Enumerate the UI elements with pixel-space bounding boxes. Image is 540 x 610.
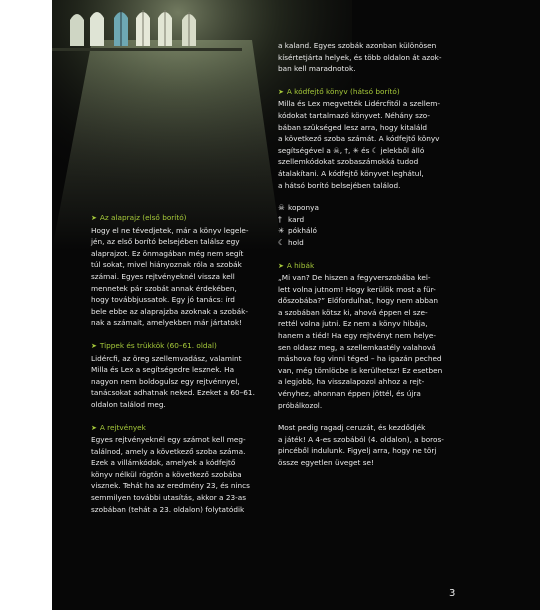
legend-item-cobweb: [278, 225, 478, 237]
text-line: rettél volna jutni. Ez nem a könyv hibája,: [278, 319, 428, 329]
page-number: 3: [449, 588, 456, 599]
text-line: van, még tömlöcbe is kerülhetsz! Ez esetben: [278, 365, 443, 375]
moon-icon: ☾: [278, 237, 285, 247]
text-line: mennetek pár szobát annak érdekében,: [91, 283, 237, 293]
text-line: „Mi van? De hiszen a fegyverszobába kel-: [278, 273, 431, 283]
text-line: Milla és Lex megvették Lidércfitől a szellem-: [278, 99, 441, 109]
text-line: a következő szoba számát. A kódfejtő könyv: [278, 134, 440, 144]
symbols-text-line: segítségével a ☠, †, ✳ és ☾ jelekből álló: [278, 145, 425, 155]
text-line: kísértetjárta helyek, és több oldalon át azok-: [278, 52, 442, 62]
text-line: Lidércfi, az öreg szellemvadász, valamint: [91, 353, 242, 363]
chevron-right-icon: ➤: [91, 423, 97, 432]
text-line: Milla és Lex a segítségedre lesznek. Ha: [91, 365, 235, 375]
chevron-right-icon: ➤: [278, 87, 284, 96]
text-line: túl sokat, mivel hiányoznak róla a szobák: [91, 260, 242, 270]
text-line: Ezek a villámkódok, amelyek a kódfejtő: [91, 458, 236, 468]
text-line: alaprajzot. Ez önmagában még nem segít: [91, 248, 244, 258]
text-line: nagyon nem boldogulsz egy rejtvénnyel,: [91, 376, 240, 386]
text-line: nak a számait, amelyekben már jártatok!: [91, 318, 243, 328]
text-line: bában szükséged lesz arra, hogy kitaláld: [278, 122, 428, 132]
text-line: Most pedig ragadj ceruzát, és kezdődjék: [278, 423, 426, 433]
text-line: Egyes rejtvényeknél egy számot kell meg-: [91, 435, 246, 445]
text-line: számai. Egyes rejtvényeknél vissza kell: [91, 271, 235, 281]
skull-icon: ☠: [333, 145, 340, 155]
text-line: jén, az első borító belsejében találsz egy: [91, 237, 240, 247]
text-line: sen oldasz meg, a szellemkastély valahová: [278, 342, 436, 352]
text-line: ban kell maradnotok.: [278, 64, 356, 74]
text-line: szellemkódokat szobaszámokká tudod: [278, 157, 419, 167]
right-column: [278, 40, 478, 469]
legend-item-sword: [278, 214, 478, 226]
text-line: visznek. Tehát ha az eredmény 23, és nincs: [91, 481, 250, 491]
text-line: találnod, amely a következő szoba száma.: [91, 446, 246, 456]
text-line: átalakítani. A kódfejtő könyvet leghátul,: [278, 168, 424, 178]
text-line: máshova fog vinni téged – ha igazán peched: [278, 354, 442, 364]
legend-label: kard: [288, 214, 305, 224]
text-line: a hátsó borító belsejében találod.: [278, 180, 401, 190]
text-line: tanácsokat adhatnak neked. Ezeket a 60–61.: [91, 388, 255, 398]
text-line: bele ebbe az alaprajzba azoknak a szobák-: [91, 306, 248, 316]
legend-label: koponya: [288, 203, 319, 213]
chevron-right-icon: ➤: [278, 261, 284, 270]
text-line: össze egyetlen üveget se!: [278, 458, 374, 467]
symbol-legend: [278, 202, 478, 248]
legend-item-moon: [278, 237, 478, 249]
legend-item-skull: [278, 202, 478, 214]
sword-icon: †: [278, 214, 282, 224]
section-heading-floorplan: ➤ Az alaprajz (első borító): [91, 212, 271, 225]
text-line: a legjobb, ha visszalapozol ahhoz a rejt-: [278, 377, 425, 387]
cobweb-icon: ✳: [278, 226, 285, 236]
text-line: a kaland. Egyes szobák azonban különösen: [278, 41, 437, 50]
section-heading-codebook: ➤ A kódfejtő könyv (hátsó borító): [278, 86, 478, 99]
chevron-right-icon: ➤: [91, 214, 97, 222]
text-line: könyv nélkül rögtön a következő szobába: [91, 469, 242, 479]
text-line: szobában (tehát a 23. oldalon) folytatódik: [91, 504, 245, 514]
legend-label: hold: [288, 237, 304, 247]
text-line: pincéből indulunk. Figyelj arra, hogy ne törj: [278, 446, 437, 456]
text-line: a játék! A 4-es szobából (4. oldalon), a boros-: [278, 434, 444, 444]
section-heading-tips: ➤ Tippek és trükkök (60–61. oldal): [91, 340, 271, 353]
cobweb-icon: ✳: [352, 145, 359, 155]
text-line: vényhez, ahonnan éppen jöttél, és újra: [278, 389, 421, 399]
legend-label: pókháló: [288, 226, 317, 236]
text-line: a szobában kötsz ki, ahová éppen el sze-: [278, 307, 428, 317]
text-line: próbálkozol.: [278, 400, 323, 410]
left-column: [91, 212, 271, 515]
text-line: semmilyen további utasítás, akkor a 23-as: [91, 493, 247, 503]
section-heading-mistakes: ➤ A hibák: [278, 260, 478, 273]
text-line: dőszobába?” Előfordulhat, hogy nem abban: [278, 296, 438, 306]
text-line: kódokat tartalmazó könyvet. Néhány szo-: [278, 110, 431, 120]
skull-icon: ☠: [278, 203, 285, 213]
text-line: hanem a tiéd! Ha egy rejtvényt nem helye-: [278, 331, 436, 341]
sword-icon: †: [344, 145, 349, 155]
text-line: lett volna jutnom! Hogy kerülök most a für-: [278, 284, 436, 294]
section-heading-puzzles: ➤ A rejtvények: [91, 422, 271, 435]
text-line: Hogy el ne tévedjetek, már a könyv legele-: [91, 225, 249, 235]
text-line: hogy továbbjussatok. Egy jó tanács: írd: [91, 295, 235, 305]
chevron-right-icon: ➤: [91, 341, 97, 350]
moon-icon: ☾: [371, 145, 379, 155]
page-margin: [0, 0, 52, 610]
text-line: oldalon találod meg.: [91, 399, 166, 409]
